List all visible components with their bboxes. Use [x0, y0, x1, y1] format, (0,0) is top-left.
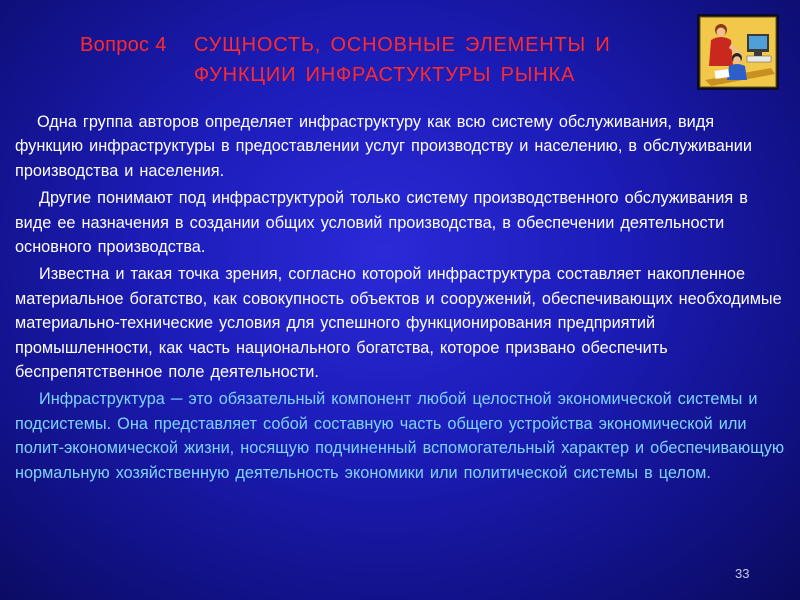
- title-text: [194, 30, 694, 90]
- title-line-1: СУЩНОСТЬ, ОСНОВНЫЕ ЭЛЕМЕНТЫ И: [194, 34, 611, 56]
- question-label: Вопрос 4: [80, 34, 167, 56]
- paragraph-3: Известна и такая точка зрения, согласно которой инфраструктура составляет накопленное материальное богатство, как совокупность объектов и сооружений, обеспечивающих необходимые материально-технические условия для успешного функционирования предприятий промышленности, как часть национального богатства, которое призвано обеспечить беспрепятственное поле деятельности.: [15, 265, 782, 382]
- office-worker-clipart-icon: [697, 14, 779, 90]
- body-text: [15, 110, 785, 488]
- page-number: 33: [735, 566, 750, 581]
- paragraph-2: Другие понимают под инфраструктурой только систему производственного обслуживания в виде ее назначения в создании общих условий производства, в обеспечении деятельности основного производства.: [15, 189, 748, 257]
- paragraph-4-highlight: Инфраструктура ─ это обязательный компонент любой целостной экономической системы и подсистемы. Она представляет собой составную часть общего устройства экономической или полит-экономической жизни, носящую подчиненный вспомогательный характер и обеспечивающую нормальную хозяйственную деятельность экономики или политической системы в целом.: [15, 390, 785, 482]
- paragraph-1: Одна группа авторов определяет инфраструктуру как всю систему обслуживания, видя функцию инфраструктуры в предоставлении услуг производству и населению, в обслуживании производства и населения.: [15, 113, 752, 180]
- title-line-2: ФУНКЦИИ ИНФРАСТУКТУРЫ РЫНКА: [194, 64, 576, 86]
